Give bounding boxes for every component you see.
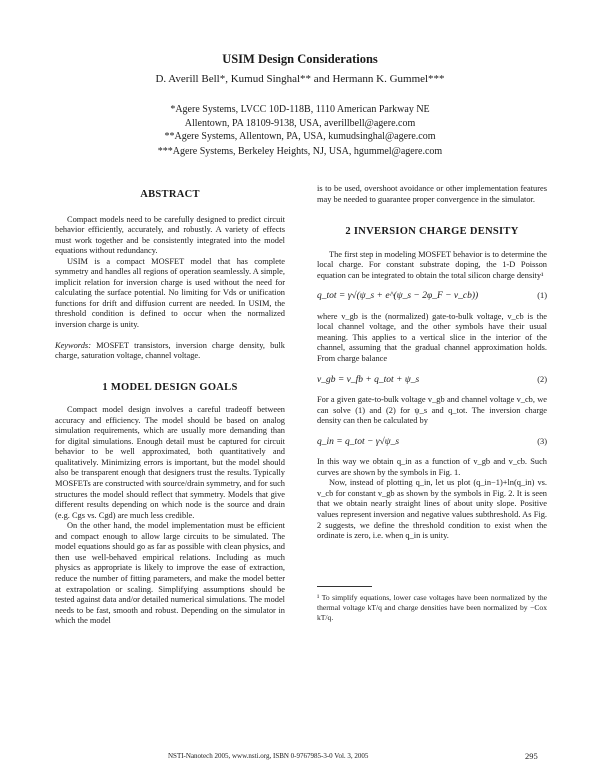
equation-1 xyxy=(317,291,547,302)
section-2-paragraph-3: For a given gate-to-bulk voltage v_gb and channel voltage v_cb, we can solve (1) and (2) for ψ_s and q_tot. The inversion charge density can then be calculated by xyxy=(317,395,547,426)
equation-1-body: q_tot = γ√(ψ_s + e^(ψ_s − 2φ_F − v_cb)) xyxy=(317,291,479,302)
abstract-paragraph-1: Compact models need to be carefully designed to predict circuit behavior efficiently, accurately, and robustly. A variety of effects must work together and be consistently integrated into the model equations without redundancy. xyxy=(55,214,285,256)
section-2-paragraph-4: In this way we obtain q_in as a function of v_gb and v_cb. Such curves are shown by the symbols in Fig. 1. xyxy=(317,457,547,477)
equation-3 xyxy=(317,437,547,448)
section-2-heading: 2 INVERSION CHARGE DENSITY xyxy=(345,226,519,238)
page-number: 295 xyxy=(525,751,538,761)
right-column xyxy=(317,184,547,623)
keywords-text: MOSFET transistors, inversion charge density, bulk charge, saturation voltage, channel voltage. xyxy=(55,340,285,361)
section-2-paragraph-5: Now, instead of plotting q_in, let us plot (q_in−1)+ln(q_in) vs. v_cb for constant v_gb as shown by the symbols in Fig. 2. It is seen that we obtain nearly straight lines of about unity slope. Positive values represent inversion and negative values subthreshold. As Fig. 2 suggests, we define the threshold condition to exist when the ordinate is zero, i.e. when q_in is unity. xyxy=(317,478,547,541)
paper-authors: D. Averill Bell*, Kumud Singhal** and Hermann K. Gummel*** xyxy=(155,73,445,85)
affiliation-1-address: Allentown, PA 18109-9138, USA, averillbell@agere.com xyxy=(184,118,416,129)
footnote-1: ¹ To simplify equations, lower case voltages have been normalized by the thermal voltage kT/q and charge densities have been normalized by −Cox kT/q. xyxy=(317,592,547,622)
section-1-paragraph-2: On the other hand, the model implementation must be efficient and compact enough to allow large circuits to be simulated. The model equations should go as far as possible with clean physics, and then use well-behaved empirical relations. Including as much physics as appropriate is likely to improve the ease of extraction, reduce the number of fitting parameters, and make the model better at extrapolation or scaling. Simplifying assumptions should be tested against data and/or detailed numerical simulations. The model needs to be fast, smooth and robust. Depending on the simulator in which the model xyxy=(55,521,285,626)
keywords xyxy=(55,341,285,362)
equation-2 xyxy=(317,375,547,386)
left-column xyxy=(55,190,285,627)
footer-text: NSTI-Nanotech 2005, www.nsti.org, ISBN 0-9767985-3-0 Vol. 3, 2005 xyxy=(168,752,369,760)
equation-3-number: (3) xyxy=(537,436,547,446)
equation-1-number: (1) xyxy=(537,291,547,301)
section-1-paragraph-1: Compact model design involves a careful tradeoff between accuracy and efficiency. The model should be based on analog simulation requirements, which are usually more demanding than for digital simulations. Enough detail must be captured for circuit behavior to be well approximated, both quantitatively and qualitatively. Minimizing errors is important, but the model should also be transparent enough that designers trust the results. Typically MOSFETs are constructed with source/drain symmetry, and for such structures the model should reflect that symmetry. Models that give different results depending on which node is the source and drain (e.g. Cgs vs. Cgd) are much less credible. xyxy=(55,405,285,520)
section-1-heading: 1 MODEL DESIGN GOALS xyxy=(102,381,238,393)
keywords-label: Keywords: xyxy=(55,340,91,350)
equation-3-body: q_in = q_tot − γ√ψ_s xyxy=(317,436,400,447)
section-2-paragraph-2: where v_gb is the (normalized) gate-to-bulk voltage, v_cb is the local channel voltage, and the other symbols have their usual meaning. This applies to a vertical slice in the interior of the channel, assuming that the gradual channel approximation holds. From charge balance xyxy=(317,311,547,364)
equation-2-number: (2) xyxy=(537,374,547,384)
section-2-paragraph-1: The first step in modeling MOSFET behavior is to determine the local charge. For constant substrate doping, the 1-D Poisson equation can be integrated to obtain the total silicon charge density¹ xyxy=(317,249,547,280)
paper-title: USIM Design Considerations xyxy=(222,52,378,66)
abstract-heading: ABSTRACT xyxy=(140,189,200,200)
equation-2-body: v_gb = v_fb + q_tot + ψ_s xyxy=(317,374,420,385)
section-1-continuation: is to be used, overshoot avoidance or other implementation features may be needed to guarantee proper convergence in the simulator. xyxy=(317,184,547,204)
affiliation-3: ***Agere Systems, Berkeley Heights, NJ, USA, hgummel@agere.com xyxy=(157,146,443,157)
affiliation-2: **Agere Systems, Allentown, PA, USA, kumudsinghal@agere.com xyxy=(164,131,436,142)
abstract-paragraph-2: USIM is a compact MOSFET model that has complete symmetry and handles all regions of operation seamlessly. A simple, implicit relation for inversion charge is used without the need for calculating the surface potential. No limiting for Vds or unification functions for drift and diffusion current are needed. In USIM, the threshold condition is defined to occur when the normalized inversion charge is unity. xyxy=(55,256,285,330)
affiliation-1: *Agere Systems, LVCC 10D-118B, 1110 American Parkway NE xyxy=(170,104,430,115)
